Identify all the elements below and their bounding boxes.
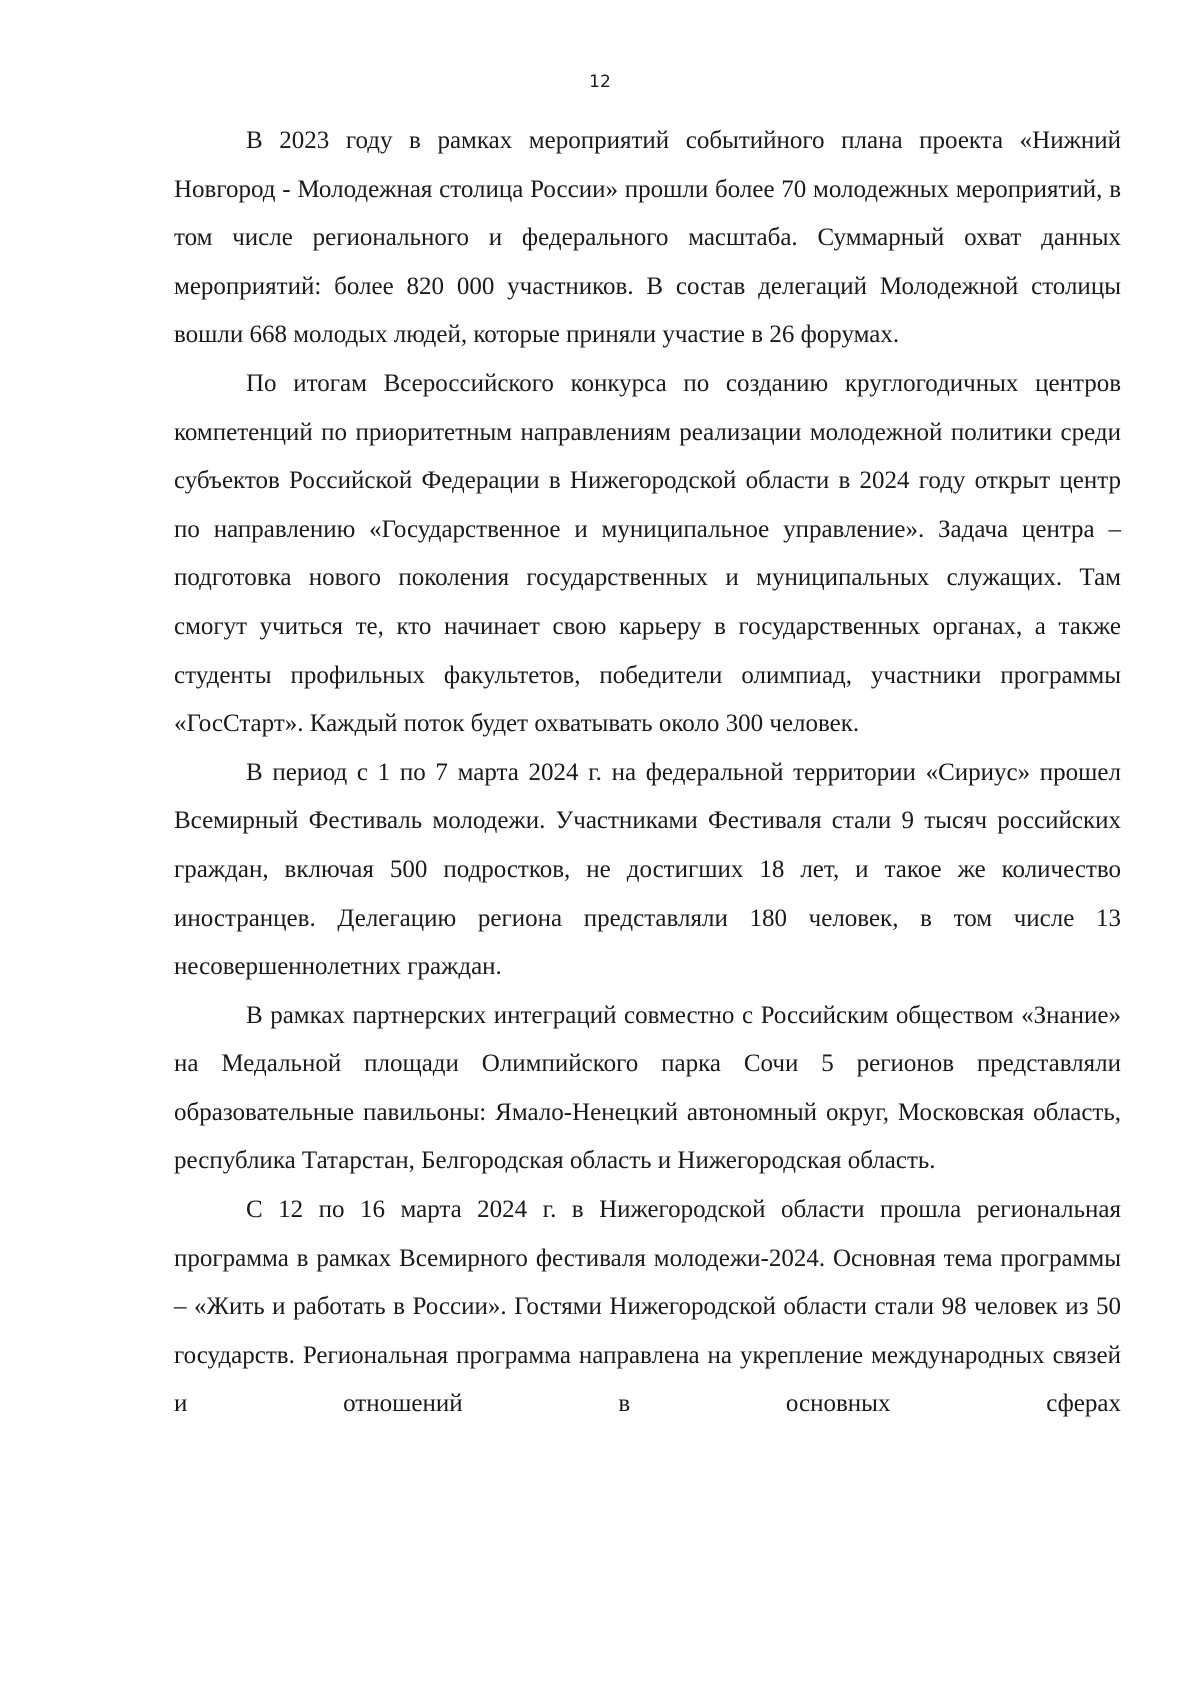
document-body bbox=[174, 117, 1121, 1429]
paragraph-competence-center: По итогам Всероссийского конкурса по созданию круглогодичных центров компетенций по приоритетным направлениям реализации молодежной политики среди субъектов Российской Федерации в Нижегородской области в 2024 году открыт центр по направлению «Государственное и муниципальное управление». Задача центра – подготовка нового поколения государственных и муниципальных служащих. Там смогут учиться те, кто начинает свою карьеру в государственных органах, а также студенты профильных факультетов, победители олимпиад, участники программы «ГосСтарт». Каждый поток будет охватывать около 300 человек. bbox=[174, 369, 1121, 738]
paragraph-world-youth-festival: В период с 1 по 7 марта 2024 г. на федеральной территории «Сириус» прошел Всемирный Фестиваль молодежи. Участниками Фестиваля стали 9 тысяч российских граждан, включая 500 подростков, не достигших 18 лет, и такое же количество иностранцев. Делегацию региона представляли 180 человек, в том числе 13 несовершеннолетних граждан. bbox=[174, 758, 1121, 981]
paragraph-regional-program: С 12 по 16 марта 2024 г. в Нижегородской области прошла региональная программа в рамках Всемирного фестиваля молодежи-2024. Основная тема программы – «Жить и работать в России». Гостями Нижегородской области стали 98 человек из 50 государств. Региональная программа направлена на укрепление международных связей и отношений в основных сферах bbox=[174, 1196, 1121, 1418]
paragraph-youth-capital-events: В 2023 году в рамках мероприятий событийного плана проекта «Нижний Новгород - Молодежная столица России» прошли более 70 молодежных мероприятий, в том числе регионального и федерального масштаба. Суммарный охват данных мероприятий: более 820 000 участников. В состав делегаций Молодежной столицы вошли 668 молодых людей, которые приняли участие в 26 форумах. bbox=[174, 127, 1121, 349]
page-number: 12 bbox=[589, 72, 611, 92]
paragraph-znanie-pavilions: В рамках партнерских интеграций совместно с Российским обществом «Знание» на Медальной площади Олимпийского парка Сочи 5 регионов представляли образовательные павильоны: Ямало-Ненецкий автономный округ, Московская область, республика Татарстан, Белгородская область и Нижегородская область. bbox=[174, 1001, 1121, 1175]
